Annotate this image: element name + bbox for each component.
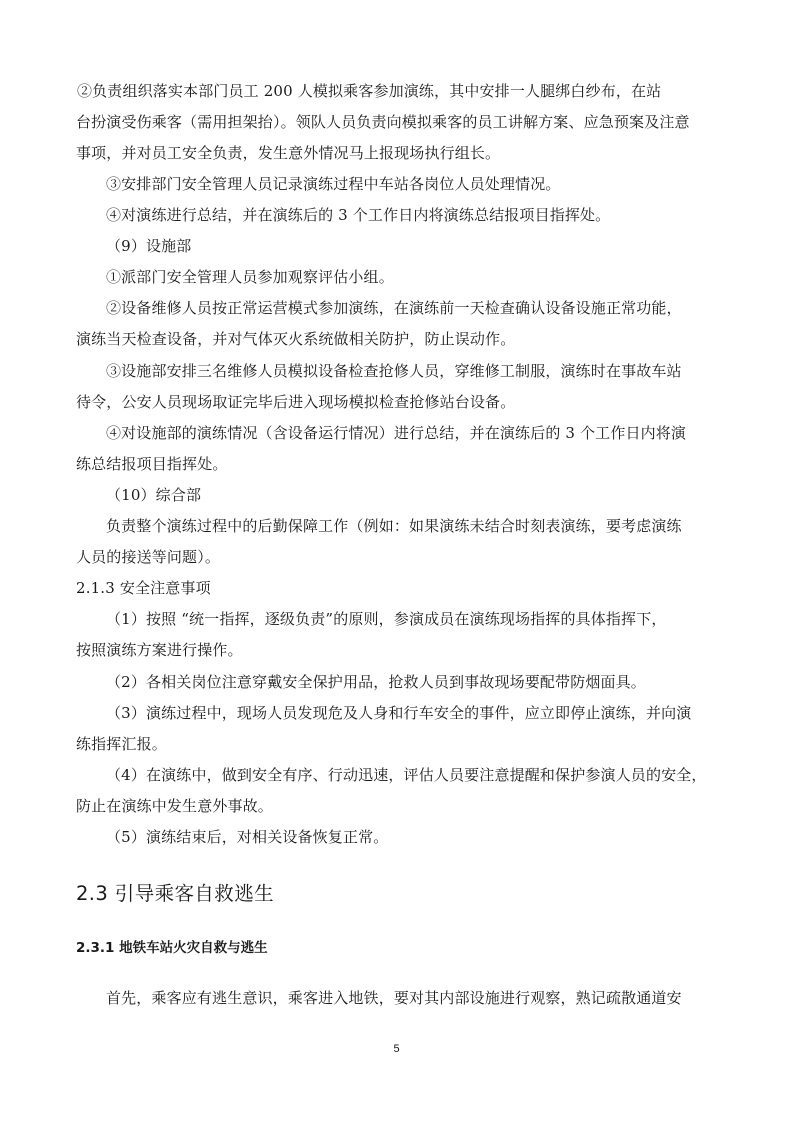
section-label-general-affairs: （10）综合部	[106, 486, 202, 504]
paragraph-line: 练指挥汇报。	[76, 735, 167, 753]
page-number: 5	[393, 1043, 400, 1055]
paragraph-line: 按照演练方案进行操作。	[76, 641, 243, 659]
paragraph-line: 人员的接送等问题）。	[76, 548, 221, 566]
paragraph-line: （3）演练过程中，现场人员发现危及人身和行车安全的事件，应立即停止演练，并向演	[106, 704, 692, 722]
paragraph-line: ②负责组织落实本部门员工 200 人模拟乘客参加演练，其中安排一人腿绑白纱布，在站	[77, 82, 662, 100]
paragraph-line: （1）按照 “统一指挥，逐级负责”的原则，参演成员在演练现场指挥的具体指挥下，	[106, 610, 667, 628]
paragraph-line: （5）演练结束后，对相关设备恢复正常。	[106, 828, 389, 846]
paragraph-line: （4）在演练中，做到安全有序、行动迅速，评估人员要注意提醒和保护参演人员的安全，	[106, 766, 707, 784]
section-heading: 2.3 引导乘客自救逃生	[76, 882, 275, 905]
subsection-heading: 2.3.1 地铁车站火灾自救与逃生	[76, 940, 268, 956]
paragraph-line: 防止在演练中发生意外事故。	[76, 797, 273, 815]
paragraph-line: 待令，公安人员现场取证完毕后进入现场模拟检查抢修站台设备。	[76, 393, 516, 411]
paragraph-line: 首先，乘客应有逃生意识，乘客进入地铁，要对其内部设施进行观察，熟记疏散通道安	[106, 989, 682, 1007]
subsection-label-safety: 2.1.3 安全注意事项	[76, 579, 211, 597]
paragraph-line: ②设备维修人员按正常运营模式参加演练，在演练前一天检查确认设备设施正常功能，	[106, 299, 682, 317]
paragraph-line: 负责整个演练过程中的后勤保障工作（例如：如果演练未结合时刻表演练，要考虑演练	[106, 517, 682, 535]
paragraph-line: ③安排部门安全管理人员记录演练过程中车站各岗位人员处理情况。	[106, 175, 561, 193]
paragraph-line: 事项，并对员工安全负责，发生意外情况马上报现场执行组长。	[76, 144, 501, 162]
paragraph-line: ③设施部安排三名维修人员模拟设备检查抢修人员，穿维修工制服，演练时在事故车站	[106, 362, 682, 380]
paragraph-line: 台扮演受伤乘客（需用担架抬）。领队人员负责向模拟乘客的员工讲解方案、应急预案及注意	[76, 113, 690, 131]
paragraph-line: 练总结报项目指挥处。	[76, 455, 228, 473]
section-label-facilities: （9）设施部	[106, 237, 192, 255]
paragraph-line: ①派部门安全管理人员参加观察评估小组。	[106, 268, 394, 286]
paragraph-line: 演练当天检查设备，并对气体灭火系统做相关防护，防止误动作。	[76, 330, 516, 348]
paragraph-line: （2）各相关岗位注意穿戴安全保护用品，抢救人员到事故现场要配带防烟面具。	[106, 673, 646, 691]
paragraph-line: ④对设施部的演练情况（含设备运行情况）进行总结，并在演练后的 3 个工作日内将演	[106, 424, 687, 442]
paragraph-line: ④对演练进行总结，并在演练后的 3 个工作日内将演练总结报项目指挥处。	[106, 206, 611, 224]
